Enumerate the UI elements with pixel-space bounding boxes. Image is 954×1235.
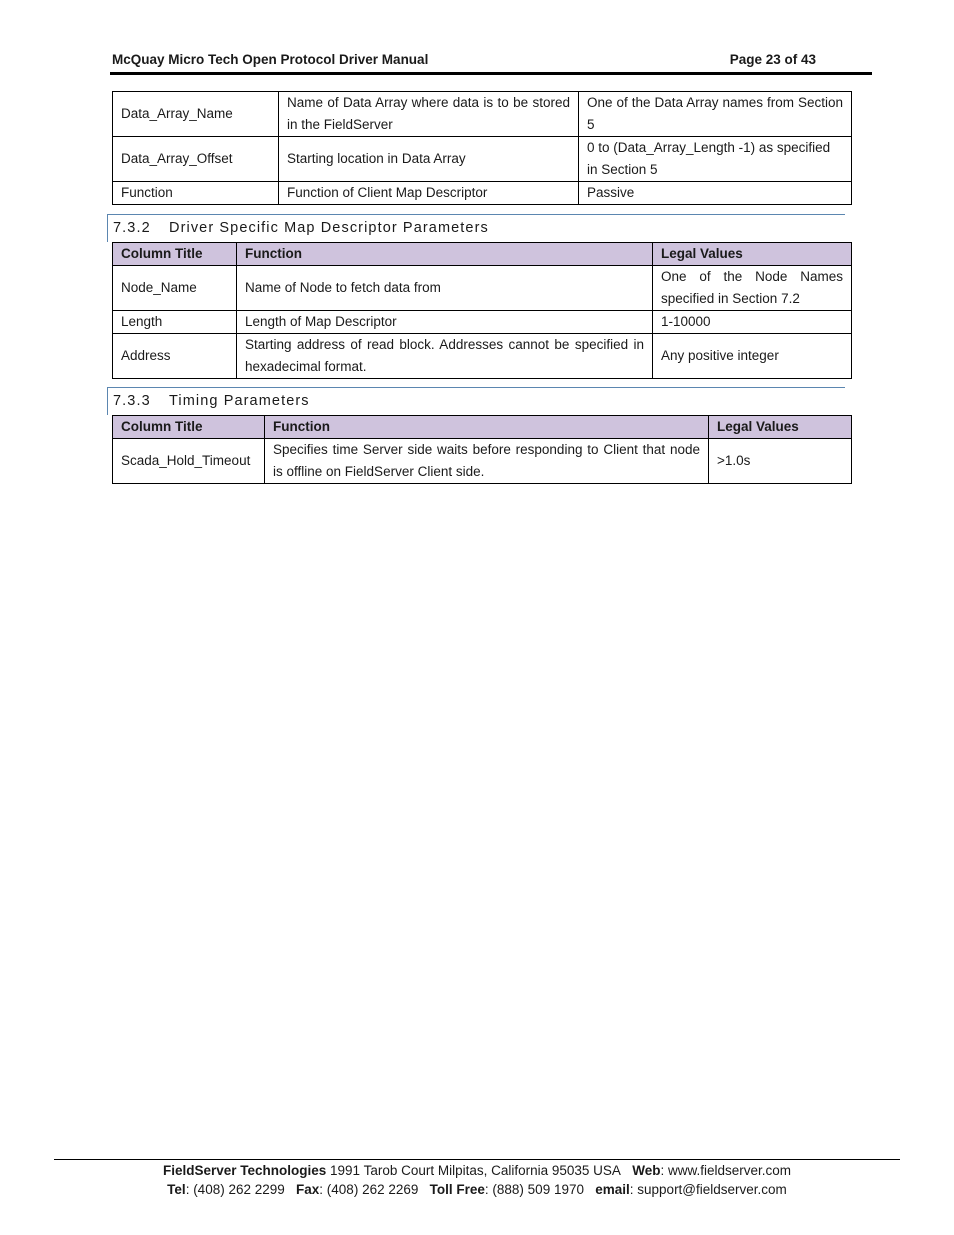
table-cell: Address — [113, 334, 237, 379]
column-header: Function — [237, 243, 653, 266]
footer-fax: : (408) 262 2269 — [319, 1182, 419, 1197]
section-heading-7-3-3 — [107, 387, 845, 415]
section-heading-7-3-2 — [107, 214, 845, 242]
footer-email-label: email — [595, 1182, 630, 1197]
section-title: Driver Specific Map Descriptor Parameters — [169, 220, 489, 236]
table-cell: Function — [113, 182, 279, 205]
section-number: 7.3.3 — [113, 393, 151, 409]
table-row — [113, 92, 852, 137]
table-cell: Name of Data Array where data is to be stored in the FieldServer — [279, 92, 579, 137]
table-cell: Scada_Hold_Timeout — [113, 439, 265, 484]
footer-tel: : (408) 262 2299 — [185, 1182, 285, 1197]
table-row — [113, 439, 852, 484]
table-cell: Name of Node to fetch data from — [237, 266, 653, 311]
table-row — [113, 137, 852, 182]
column-header: Column Title — [113, 416, 265, 439]
table-cell: Data_Array_Name — [113, 92, 279, 137]
table-cell: Specifies time Server side waits before responding to Client that node is offline on FieldServer Client side. — [265, 439, 709, 484]
section-number: 7.3.2 — [113, 220, 151, 236]
table-row — [113, 311, 852, 334]
table-cell: Any positive integer — [653, 334, 852, 379]
footer-rule — [54, 1159, 900, 1160]
column-header: Column Title — [113, 243, 237, 266]
column-header: Function — [265, 416, 709, 439]
footer-tollfree: : (888) 509 1970 — [484, 1182, 584, 1197]
column-header: Legal Values — [709, 416, 852, 439]
footer-tel-label: Tel — [167, 1182, 186, 1197]
footer-line-2 — [0, 1182, 954, 1197]
table-cell: >1.0s — [709, 439, 852, 484]
driver-specific-parameters-table — [112, 242, 852, 379]
footer-fax-label: Fax — [296, 1182, 320, 1197]
table-cell: Length — [113, 311, 237, 334]
table-cell: Data_Array_Offset — [113, 137, 279, 182]
table-cell: Starting address of read block. Addresses cannot be specified in hexadecimal format. — [237, 334, 653, 379]
footer-web: : www.fieldserver.com — [660, 1163, 792, 1178]
header-rule — [110, 72, 872, 75]
table-cell: Starting location in Data Array — [279, 137, 579, 182]
column-header: Legal Values — [653, 243, 852, 266]
document-title: McQuay Micro Tech Open Protocol Driver Manual — [112, 52, 429, 67]
footer-tollfree-label: Toll Free — [429, 1182, 485, 1197]
section-title: Timing Parameters — [169, 393, 310, 409]
footer-line-1 — [0, 1163, 954, 1178]
footer-web-label: Web — [632, 1163, 661, 1178]
table-cell: Passive — [579, 182, 852, 205]
page-number: Page 23 of 43 — [729, 52, 816, 67]
table-header-row — [113, 416, 852, 439]
table-row — [113, 334, 852, 379]
footer-email: : support@fieldserver.com — [629, 1182, 787, 1197]
table-cell: 0 to (Data_Array_Length -1) as specified in Section 5 — [579, 137, 852, 182]
footer-company: FieldServer Technologies — [162, 1163, 327, 1178]
client-map-descriptor-table — [112, 91, 852, 205]
table-row — [113, 182, 852, 205]
footer-address: 1991 Tarob Court Milpitas, California 95035 USA — [326, 1163, 621, 1178]
table-row — [113, 266, 852, 311]
table-cell: 1-10000 — [653, 311, 852, 334]
table-header-row — [113, 243, 852, 266]
table-cell: Node_Name — [113, 266, 237, 311]
timing-parameters-table — [112, 415, 852, 484]
table-cell: Length of Map Descriptor — [237, 311, 653, 334]
table-cell: One of the Data Array names from Section 5 — [579, 92, 852, 137]
table-cell: One of the Node Names specified in Section 7.2 — [653, 266, 852, 311]
page-header — [112, 48, 816, 70]
table-cell: Function of Client Map Descriptor — [279, 182, 579, 205]
